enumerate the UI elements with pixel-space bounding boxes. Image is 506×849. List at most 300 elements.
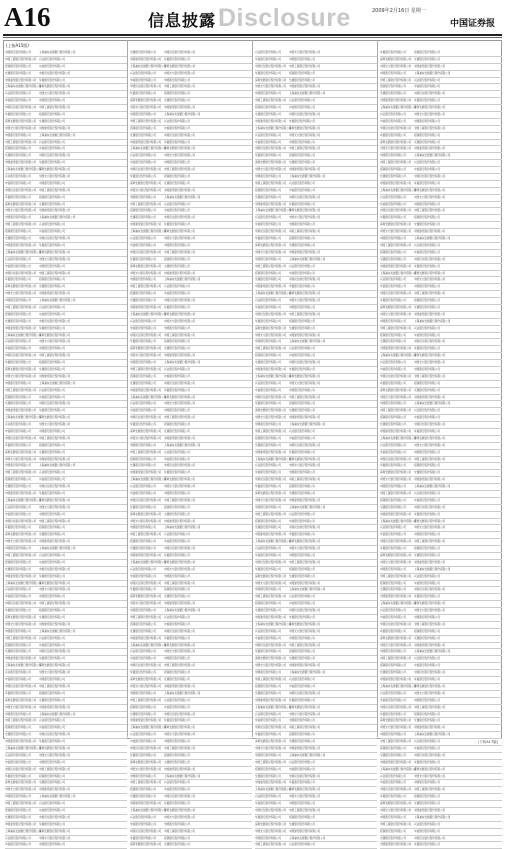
table-row bbox=[380, 712, 502, 719]
row-institution-2: 中国民生银行股份有限公司 bbox=[289, 691, 321, 695]
row-institution: 上海浦东发展银行股份有限公司 bbox=[380, 767, 417, 771]
row-institution: 中信银行股份有限公司 bbox=[255, 388, 281, 392]
table-row bbox=[130, 401, 252, 408]
row-institution: 上海浦东发展银行股份有限公司 bbox=[255, 705, 292, 709]
table-row bbox=[130, 436, 252, 443]
table-row bbox=[380, 649, 502, 656]
table-row bbox=[380, 257, 502, 264]
row-institution: 深圳发展银行股份有限公司 bbox=[380, 471, 412, 475]
row-institution-2: 交通银行股份有限公司 bbox=[289, 740, 315, 744]
table-row bbox=[5, 498, 127, 505]
table-row bbox=[130, 705, 252, 712]
row-institution-2: 招商银行股份有限公司 bbox=[414, 712, 440, 716]
table-row bbox=[5, 160, 127, 167]
row-institution: 华夏银行股份有限公司 bbox=[5, 691, 31, 695]
row-institution-2: 招商银行股份有限公司 bbox=[289, 815, 315, 819]
table-row bbox=[255, 629, 377, 636]
table-row bbox=[130, 202, 252, 209]
table-row bbox=[380, 484, 502, 491]
table-row bbox=[255, 333, 377, 340]
table-row bbox=[5, 264, 127, 271]
row-institution: 中国民生银行股份有限公司 bbox=[255, 64, 287, 68]
table-row bbox=[5, 222, 127, 229]
table-row bbox=[130, 346, 252, 353]
row-institution-2: 中国银行股份有限公司 bbox=[289, 802, 315, 806]
table-row bbox=[130, 64, 252, 71]
table-row bbox=[130, 339, 252, 346]
row-institution-2: 中国光大银行股份有限公司 bbox=[289, 133, 321, 137]
row-institution-2: 招商银行股份有限公司 bbox=[289, 485, 315, 489]
row-institution-2: 中信银行股份有限公司 bbox=[39, 64, 65, 68]
table-row bbox=[130, 808, 252, 815]
table-row bbox=[255, 649, 377, 656]
row-institution: 中国工商银行股份有限公司 bbox=[130, 202, 162, 206]
row-institution: 兴业银行股份有限公司 bbox=[130, 815, 156, 819]
row-institution-2: 上海浦东发展银行股份有限公司 bbox=[164, 113, 201, 117]
row-institution-2: 中国建设银行股份有限公司 bbox=[39, 540, 71, 544]
table-row bbox=[5, 181, 127, 188]
table-row bbox=[130, 787, 252, 794]
row-institution-2: 中国民生银行股份有限公司 bbox=[164, 712, 196, 716]
table-row bbox=[130, 525, 252, 532]
row-institution: 深圳发展银行股份有限公司 bbox=[380, 719, 412, 723]
row-institution: 深圳发展银行股份有限公司 bbox=[130, 843, 162, 847]
row-institution: 中国建设银行股份有限公司 bbox=[5, 326, 37, 330]
table-row bbox=[5, 670, 127, 677]
row-institution-2: 兴业银行股份有限公司 bbox=[39, 719, 65, 723]
row-institution: 上海浦东发展银行股份有限公司 bbox=[130, 560, 167, 564]
row-institution-2: 中国建设银行股份有限公司 bbox=[414, 560, 446, 564]
row-institution-2: 华夏银行股份有限公司 bbox=[414, 512, 440, 516]
row-institution-2: 中信银行股份有限公司 bbox=[289, 271, 315, 275]
row-institution: 华夏银行股份有限公司 bbox=[130, 753, 156, 757]
row-institution-2: 中国民生银行股份有限公司 bbox=[39, 319, 71, 323]
row-institution-2: 中国民生银行股份有限公司 bbox=[414, 92, 446, 96]
table-row bbox=[130, 718, 252, 725]
table-row bbox=[380, 698, 502, 705]
row-institution-2: 兴业银行股份有限公司 bbox=[414, 822, 440, 826]
row-institution-2: 中国民生银行股份有限公司 bbox=[39, 154, 71, 158]
row-institution: 兴业银行股份有限公司 bbox=[255, 464, 281, 468]
table-row bbox=[130, 450, 252, 457]
row-institution-2: 兴业银行股份有限公司 bbox=[414, 740, 440, 744]
row-institution: 中国银行股份有限公司 bbox=[380, 815, 406, 819]
row-institution: 华夏银行股份有限公司 bbox=[380, 795, 406, 799]
table-row bbox=[380, 415, 502, 422]
table-row bbox=[380, 705, 502, 712]
row-institution-2: 中信银行股份有限公司 bbox=[164, 705, 190, 709]
table-row bbox=[255, 587, 377, 594]
row-institution: 中国民生银行股份有限公司 bbox=[5, 188, 37, 192]
row-institution-2: 华夏银行股份有限公司 bbox=[39, 657, 65, 661]
row-institution-2: 兴业银行股份有限公司 bbox=[39, 57, 65, 61]
row-institution: 华夏银行股份有限公司 bbox=[255, 71, 281, 75]
row-institution-2: 交通银行股份有限公司 bbox=[414, 57, 440, 61]
row-institution: 招商银行股份有限公司 bbox=[255, 106, 281, 110]
row-institution-2: 上海浦东发展银行股份有限公司 bbox=[414, 650, 451, 654]
row-institution-2: 中信银行股份有限公司 bbox=[164, 292, 190, 296]
table-row bbox=[380, 319, 502, 326]
table-row bbox=[255, 84, 377, 91]
table-row bbox=[5, 705, 127, 712]
row-institution: 兴业银行股份有限公司 bbox=[130, 154, 156, 158]
row-institution: 招商银行股份有限公司 bbox=[380, 664, 406, 668]
row-institution: 华夏银行股份有限公司 bbox=[255, 485, 281, 489]
table-row bbox=[5, 395, 127, 402]
row-institution-2: 兴业银行股份有限公司 bbox=[164, 781, 190, 785]
row-institution-2: 兴业银行股份有限公司 bbox=[39, 388, 65, 392]
row-institution: 中国民生银行股份有限公司 bbox=[130, 581, 162, 585]
table-row bbox=[255, 822, 377, 829]
table-row bbox=[380, 105, 502, 112]
table-row bbox=[380, 422, 502, 429]
row-institution-2: 交通银行股份有限公司 bbox=[414, 305, 440, 309]
row-institution-2: 上海浦东发展银行股份有限公司 bbox=[289, 423, 326, 427]
table-row bbox=[5, 470, 127, 477]
table-row bbox=[5, 153, 127, 160]
row-institution-2: 交通银行股份有限公司 bbox=[289, 574, 315, 578]
row-institution: 上海浦东发展银行股份有限公司 bbox=[5, 581, 42, 585]
row-institution-2: 中国建设银行股份有限公司 bbox=[414, 64, 446, 68]
row-institution: 兴业银行股份有限公司 bbox=[380, 526, 406, 530]
row-institution-2: 交通银行股份有限公司 bbox=[414, 802, 440, 806]
row-institution: 深圳发展银行股份有限公司 bbox=[130, 181, 162, 185]
row-institution: 中国银行股份有限公司 bbox=[380, 485, 406, 489]
row-institution: 中国光大银行股份有限公司 bbox=[130, 271, 162, 275]
row-institution-2: 中国银行股份有限公司 bbox=[289, 305, 315, 309]
row-institution-2: 华夏银行股份有限公司 bbox=[39, 326, 65, 330]
row-institution-2: 中国建设银行股份有限公司 bbox=[414, 478, 446, 482]
row-institution-2: 中国银行股份有限公司 bbox=[414, 202, 440, 206]
row-institution-2: 深圳发展银行股份有限公司 bbox=[39, 664, 71, 668]
table-row bbox=[255, 181, 377, 188]
row-institution: 中信银行股份有限公司 bbox=[380, 450, 406, 454]
row-institution-2: 深圳发展银行股份有限公司 bbox=[164, 643, 196, 647]
row-institution: 中国银行股份有限公司 bbox=[130, 361, 156, 365]
row-institution-2: 招商银行股份有限公司 bbox=[414, 795, 440, 799]
row-institution-2: 中信银行股份有限公司 bbox=[164, 126, 190, 130]
table-row bbox=[255, 691, 377, 698]
table-row bbox=[130, 395, 252, 402]
table-row bbox=[255, 298, 377, 305]
row-institution: 上海浦东发展银行股份有限公司 bbox=[255, 126, 292, 130]
row-institution: 中国工商银行股份有限公司 bbox=[255, 678, 287, 682]
table-row bbox=[5, 725, 127, 732]
row-institution: 中国建设银行股份有限公司 bbox=[255, 119, 287, 123]
table-row bbox=[5, 739, 127, 746]
table-row bbox=[255, 401, 377, 408]
row-institution: 招商银行股份有限公司 bbox=[255, 271, 281, 275]
row-institution: 华夏银行股份有限公司 bbox=[130, 836, 156, 840]
row-institution-2: 华夏银行股份有限公司 bbox=[414, 595, 440, 599]
table-row bbox=[380, 305, 502, 312]
row-institution-2: 上海浦东发展银行股份有限公司 bbox=[289, 257, 326, 261]
row-institution: 交通银行股份有限公司 bbox=[130, 133, 156, 137]
row-institution-2: 中国银行股份有限公司 bbox=[289, 471, 315, 475]
table-row bbox=[130, 146, 252, 153]
table-row bbox=[5, 140, 127, 147]
table-row bbox=[380, 498, 502, 505]
row-institution: 上海浦东发展银行股份有限公司 bbox=[380, 188, 417, 192]
row-institution: 中国银行股份有限公司 bbox=[255, 257, 281, 261]
row-institution-2: 交通银行股份有限公司 bbox=[414, 223, 440, 227]
table-row bbox=[5, 484, 127, 491]
table-row bbox=[5, 64, 127, 71]
row-institution: 中信银行股份有限公司 bbox=[380, 367, 406, 371]
row-institution: 中信银行股份有限公司 bbox=[5, 678, 31, 682]
row-institution: 深圳发展银行股份有限公司 bbox=[255, 657, 287, 661]
row-institution: 上海浦东发展银行股份有限公司 bbox=[130, 64, 167, 68]
row-institution-2: 兴业银行股份有限公司 bbox=[164, 450, 190, 454]
row-institution: 中信银行股份有限公司 bbox=[130, 326, 156, 330]
row-institution-2: 中国建设银行股份有限公司 bbox=[414, 230, 446, 234]
table-row bbox=[130, 767, 252, 774]
row-institution-2: 中国银行股份有限公司 bbox=[414, 781, 440, 785]
table-row bbox=[380, 388, 502, 395]
table-row bbox=[255, 153, 377, 160]
row-institution: 上海浦东发展银行股份有限公司 bbox=[255, 457, 292, 461]
table-row bbox=[5, 594, 127, 601]
table-row bbox=[380, 760, 502, 767]
row-institution: 中国光大银行股份有限公司 bbox=[130, 436, 162, 440]
row-institution: 兴业银行股份有限公司 bbox=[5, 92, 31, 96]
row-institution: 华夏银行股份有限公司 bbox=[380, 629, 406, 633]
row-institution-2: 交通银行股份有限公司 bbox=[164, 678, 190, 682]
row-institution: 中国银行股份有限公司 bbox=[130, 526, 156, 530]
row-institution: 招商银行股份有限公司 bbox=[130, 457, 156, 461]
table-row bbox=[255, 236, 377, 243]
row-institution-2: 中国建设银行股份有限公司 bbox=[289, 581, 321, 585]
row-institution: 中国银行股份有限公司 bbox=[380, 402, 406, 406]
row-institution: 中信银行股份有限公司 bbox=[130, 574, 156, 578]
table-row bbox=[130, 457, 252, 464]
row-institution: 中国银行股份有限公司 bbox=[5, 133, 31, 137]
table-row bbox=[255, 842, 377, 849]
table-row bbox=[5, 229, 127, 236]
row-institution-2: 交通银行股份有限公司 bbox=[39, 781, 65, 785]
table-row bbox=[130, 326, 252, 333]
row-institution: 中国工商银行股份有限公司 bbox=[130, 119, 162, 123]
row-institution-2: 深圳发展银行股份有限公司 bbox=[39, 333, 71, 337]
row-institution: 中国银行股份有限公司 bbox=[255, 423, 281, 427]
row-institution: 交通银行股份有限公司 bbox=[255, 609, 281, 613]
row-institution-2: 上海浦东发展银行股份有限公司 bbox=[164, 609, 201, 613]
table-row bbox=[255, 98, 377, 105]
row-institution: 招商银行股份有限公司 bbox=[255, 354, 281, 358]
row-institution-2: 深圳发展银行股份有限公司 bbox=[164, 808, 196, 812]
row-institution: 深圳发展银行股份有限公司 bbox=[5, 367, 37, 371]
row-institution-2: 兴业银行股份有限公司 bbox=[289, 264, 315, 268]
table-row bbox=[130, 367, 252, 374]
row-institution: 中国工商银行股份有限公司 bbox=[5, 719, 37, 723]
table-row bbox=[380, 450, 502, 457]
row-institution: 中国银行股份有限公司 bbox=[5, 795, 31, 799]
row-institution-2: 中国工商银行股份有限公司 bbox=[39, 188, 71, 192]
table-row bbox=[5, 608, 127, 615]
row-institution-2: 交通银行股份有限公司 bbox=[289, 492, 315, 495]
row-institution: 上海浦东发展银行股份有限公司 bbox=[380, 354, 417, 358]
table-row bbox=[380, 333, 502, 340]
table-row bbox=[255, 712, 377, 719]
row-institution: 中国光大银行股份有限公司 bbox=[255, 498, 287, 502]
table-row bbox=[380, 491, 502, 498]
table-row bbox=[255, 836, 377, 843]
row-institution-2: 深圳发展银行股份有限公司 bbox=[164, 478, 196, 482]
table-row bbox=[255, 560, 377, 567]
table-row bbox=[5, 553, 127, 560]
table-row bbox=[380, 360, 502, 367]
row-institution-2: 中国银行股份有限公司 bbox=[289, 57, 315, 61]
table-row bbox=[5, 519, 127, 526]
row-institution-2: 中国银行股份有限公司 bbox=[164, 326, 190, 330]
table-row bbox=[255, 326, 377, 333]
table-row bbox=[255, 546, 377, 553]
row-institution-2: 华夏银行股份有限公司 bbox=[289, 285, 315, 289]
row-institution-2: 招商银行股份有限公司 bbox=[289, 567, 315, 571]
row-institution: 交通银行股份有限公司 bbox=[380, 340, 406, 344]
row-institution: 中国银行股份有限公司 bbox=[130, 443, 156, 447]
row-institution-2: 中国建设银行股份有限公司 bbox=[289, 85, 321, 89]
row-institution: 交通银行股份有限公司 bbox=[255, 443, 281, 447]
table-row bbox=[380, 836, 502, 843]
row-institution: 上海浦东发展银行股份有限公司 bbox=[255, 209, 292, 213]
row-institution-2: 交通银行股份有限公司 bbox=[289, 326, 315, 330]
row-institution: 招商银行股份有限公司 bbox=[130, 622, 156, 626]
table-row bbox=[5, 601, 127, 608]
table-row bbox=[380, 842, 502, 849]
table-row bbox=[5, 429, 127, 436]
table-row bbox=[255, 339, 377, 346]
row-institution: 中国民生银行股份有限公司 bbox=[380, 540, 412, 544]
row-institution: 中国光大银行股份有限公司 bbox=[255, 333, 287, 337]
row-institution-2: 中国银行股份有限公司 bbox=[39, 429, 65, 433]
row-institution: 兴业银行股份有限公司 bbox=[130, 319, 156, 323]
table-row bbox=[255, 774, 377, 781]
table-row bbox=[255, 477, 377, 484]
row-institution: 兴业银行股份有限公司 bbox=[255, 712, 281, 716]
table-row bbox=[380, 787, 502, 794]
table-row bbox=[130, 677, 252, 684]
row-institution-2: 深圳发展银行股份有限公司 bbox=[289, 292, 321, 296]
row-institution-2: 中国工商银行股份有限公司 bbox=[39, 106, 71, 110]
page-number: A16 bbox=[4, 2, 51, 32]
table-row bbox=[255, 705, 377, 712]
continuation-label: (上接A15版) bbox=[6, 43, 29, 48]
table-row bbox=[130, 636, 252, 643]
table-row bbox=[130, 539, 252, 546]
table-row bbox=[255, 367, 377, 374]
table-row bbox=[255, 670, 377, 677]
row-institution: 交通银行股份有限公司 bbox=[380, 836, 406, 840]
table-row bbox=[5, 84, 127, 91]
row-institution: 中信银行股份有限公司 bbox=[255, 471, 281, 475]
row-institution-2: 中国建设银行股份有限公司 bbox=[164, 684, 196, 688]
table-row bbox=[255, 567, 377, 574]
row-institution-2: 华夏银行股份有限公司 bbox=[164, 471, 190, 475]
table-row bbox=[5, 457, 127, 464]
row-institution-2: 兴业银行股份有限公司 bbox=[414, 326, 440, 330]
row-institution: 中信银行股份有限公司 bbox=[130, 492, 156, 495]
row-institution: 招商银行股份有限公司 bbox=[5, 726, 31, 730]
table-row bbox=[255, 753, 377, 760]
row-institution-2: 深圳发展银行股份有限公司 bbox=[164, 560, 196, 564]
row-institution-2: 中国民生银行股份有限公司 bbox=[414, 671, 446, 675]
table-row bbox=[130, 388, 252, 395]
row-institution: 中国建设银行股份有限公司 bbox=[380, 99, 412, 103]
row-institution: 中国建设银行股份有限公司 bbox=[380, 843, 412, 847]
row-institution: 中国建设银行股份有限公司 bbox=[130, 471, 162, 475]
row-institution-2: 中信银行股份有限公司 bbox=[414, 829, 440, 833]
row-institution-2: 交通银行股份有限公司 bbox=[39, 698, 65, 702]
row-institution: 中国工商银行股份有限公司 bbox=[380, 161, 412, 165]
table-row bbox=[130, 512, 252, 519]
table-row bbox=[130, 408, 252, 415]
row-institution: 中国建设银行股份有限公司 bbox=[5, 492, 37, 495]
row-institution-2: 中国民生银行股份有限公司 bbox=[39, 567, 71, 571]
table-row bbox=[130, 842, 252, 849]
table-row bbox=[255, 250, 377, 257]
table-row bbox=[255, 594, 377, 601]
row-institution-2: 招商银行股份有限公司 bbox=[39, 774, 65, 778]
row-institution: 上海浦东发展银行股份有限公司 bbox=[255, 374, 292, 378]
row-institution-2: 上海浦东发展银行股份有限公司 bbox=[164, 361, 201, 365]
row-institution-2: 中信银行股份有限公司 bbox=[289, 684, 315, 688]
row-institution: 招商银行股份有限公司 bbox=[380, 333, 406, 337]
row-institution-2: 上海浦东发展银行股份有限公司 bbox=[39, 795, 76, 799]
row-institution: 中国工商银行股份有限公司 bbox=[255, 347, 287, 351]
table-row bbox=[380, 670, 502, 677]
table-row bbox=[380, 133, 502, 140]
table-row bbox=[5, 188, 127, 195]
row-institution-2: 交通银行股份有限公司 bbox=[39, 533, 65, 537]
table-row bbox=[130, 291, 252, 298]
row-institution: 中国建设银行股份有限公司 bbox=[130, 719, 162, 723]
row-institution: 中国银行股份有限公司 bbox=[380, 733, 406, 737]
table-row bbox=[380, 140, 502, 147]
row-institution: 中国银行股份有限公司 bbox=[130, 195, 156, 199]
table-row bbox=[380, 312, 502, 319]
row-institution-2: 交通银行股份有限公司 bbox=[289, 161, 315, 165]
row-institution: 中国银行股份有限公司 bbox=[5, 216, 31, 220]
table-row bbox=[130, 222, 252, 229]
table-row bbox=[130, 215, 252, 222]
row-institution-2: 兴业银行股份有限公司 bbox=[414, 574, 440, 578]
row-institution-2: 深圳发展银行股份有限公司 bbox=[414, 106, 446, 110]
row-institution-2: 中国建设银行股份有限公司 bbox=[39, 126, 71, 130]
row-institution-2: 交通银行股份有限公司 bbox=[39, 616, 65, 620]
table-row bbox=[380, 50, 502, 57]
table-row bbox=[5, 684, 127, 691]
row-institution-2: 中国光大银行股份有限公司 bbox=[164, 650, 196, 654]
table-row bbox=[5, 663, 127, 670]
row-institution-2: 中国工商银行股份有限公司 bbox=[164, 829, 196, 833]
table-row bbox=[5, 732, 127, 739]
table-row bbox=[130, 188, 252, 195]
row-institution: 中国光大银行股份有限公司 bbox=[380, 395, 412, 399]
table-row bbox=[5, 636, 127, 643]
row-institution: 中国银行股份有限公司 bbox=[380, 650, 406, 654]
row-institution-2: 中国民生银行股份有限公司 bbox=[39, 485, 71, 489]
row-institution-2: 华夏银行股份有限公司 bbox=[414, 99, 440, 103]
table-row bbox=[380, 195, 502, 202]
table-row bbox=[5, 836, 127, 843]
table-row bbox=[380, 236, 502, 243]
row-institution: 中国民生银行股份有限公司 bbox=[380, 374, 412, 378]
row-institution-2: 上海浦东发展银行股份有限公司 bbox=[39, 51, 76, 54]
row-institution: 中国银行股份有限公司 bbox=[5, 51, 31, 54]
row-institution: 深圳发展银行股份有限公司 bbox=[5, 202, 37, 206]
row-institution-2: 中国工商银行股份有限公司 bbox=[414, 705, 446, 709]
